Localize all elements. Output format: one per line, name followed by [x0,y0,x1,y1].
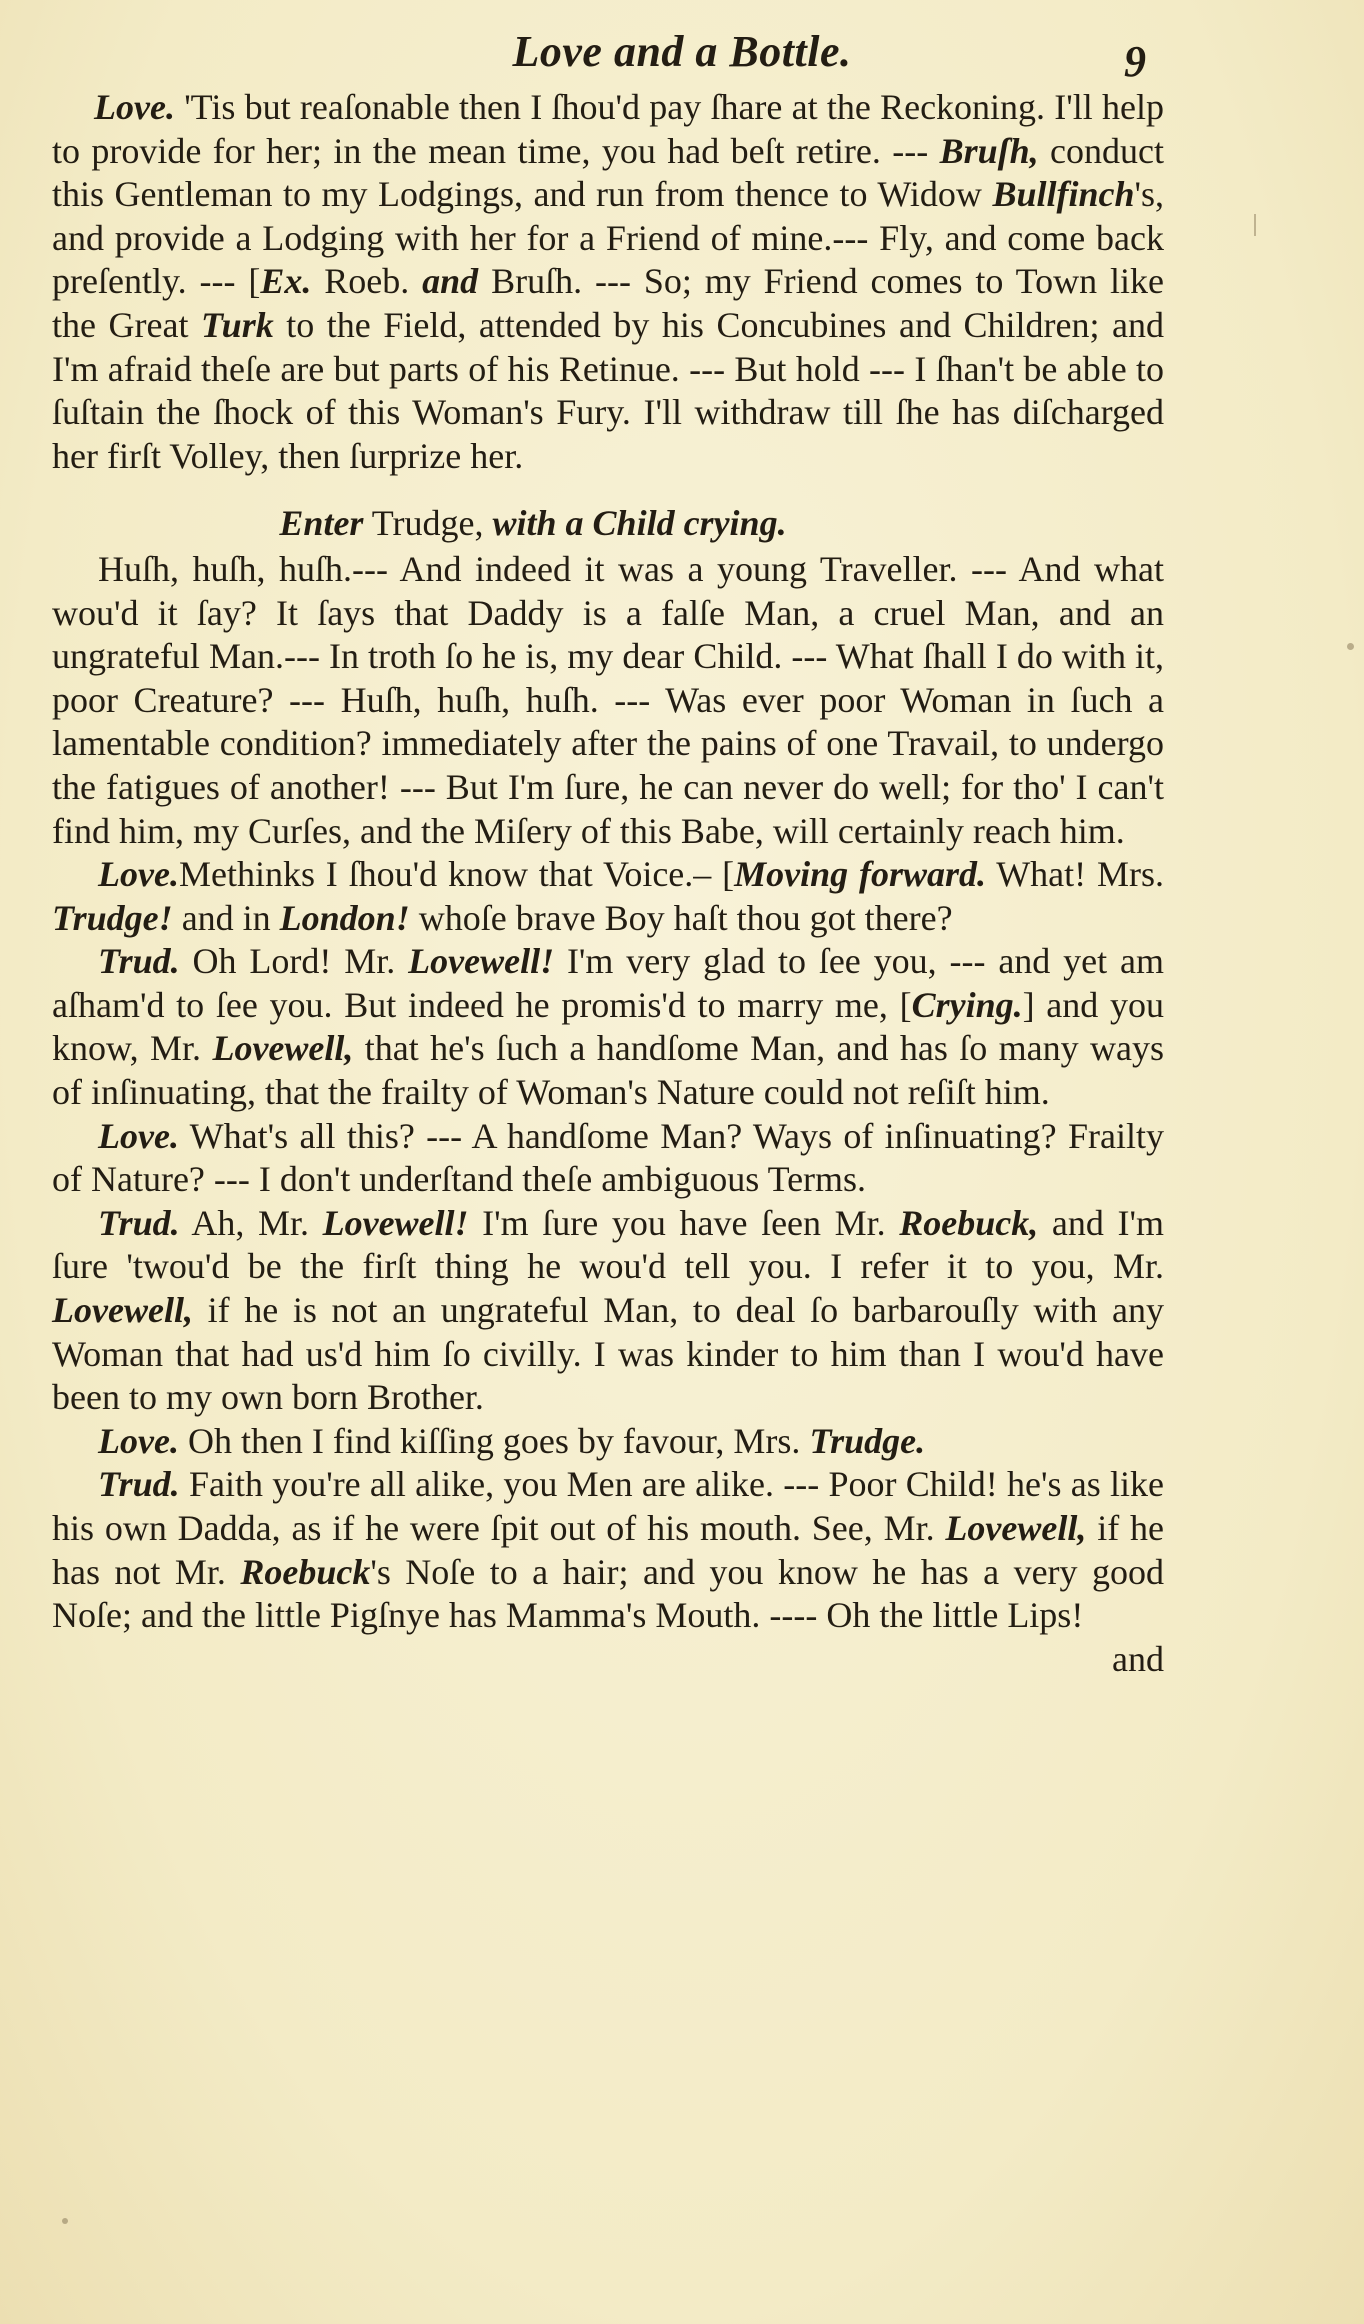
speech-text: 's Noſe to a hair; and you know he has a very good Noſe; and the little Pigſnye has Mamma's Mouth. ---- Oh the little Lips! [52,1551,1164,1636]
italic-name: Roebuck [240,1551,371,1592]
speech-lovewell-3 [52,1115,1164,1202]
paper-edge-mark [1254,214,1256,236]
speech-text: Ah, Mr. [179,1202,323,1243]
speech-text: if he is not an ungrateful Man, to deal ſo barbarouſly with any Woman that had us'd him ſo civilly. I was kinder to him than I wou'd have been to my own born Brother. [52,1290,1164,1418]
speaker-label: Love. [98,854,179,895]
speech-text: if he has not Mr. [52,1508,1164,1592]
italic-name: Lovewell, [212,1028,354,1069]
running-title: Love and a Bottle. [512,27,852,76]
speech-text: Roeb. [311,261,423,302]
stage-enter: Enter [279,503,364,544]
italic-name: Trudge! [52,897,173,938]
speech-text: Oh then I find kiſſing goes by favour, Mrs. [178,1420,810,1461]
italic-name: Lovewell! [408,941,555,982]
italic-direction: Ex. [260,261,312,302]
speech-text: Oh Lord! Mr. [179,941,409,982]
paper-speck [62,2218,68,2224]
speech-text: whoſe brave Boy haſt thou got there? [409,897,953,938]
speech-lovewell-2 [52,853,1164,940]
italic-name: Lovewell, [52,1290,193,1331]
speech-trudge-4 [52,1463,1164,1637]
italic-direction: Moving forward. [734,854,986,895]
italic-direction: Crying. [911,984,1023,1025]
character-name: Bruſh, [939,130,1039,171]
speech-trudge-3 [52,1202,1164,1420]
italic-word: and [422,261,479,302]
speech-text: that he's ſuch a handſome Man, and has ſo many ways of inſinuating, that the frailty of Woman's Nature could not reſiſt him. [52,1028,1164,1113]
speech-lovewell-4 [52,1420,1164,1464]
italic-name: Lovewell, [945,1508,1087,1548]
page-number: 9 [1124,37,1146,86]
stage-character: Trudge, [363,503,493,544]
speech-text: and in [172,897,280,938]
page-header [0,20,1364,86]
speech-text: I'm ſure you have ſeen Mr. [468,1202,900,1243]
speech-text: I'm very glad to ſee you, --- and yet am aſham'd to ſee you. But indeed he promis'd to marry me, [ [52,941,1164,1025]
speech-text: 's, and provide a Lodging with her for a Friend of mine.--- Fly, and come back preſently. --- [ [52,174,1164,302]
speech-text: What! Mrs. [986,854,1164,895]
speech-text: Methinks I ſhou'd know that Voice.– [ [178,854,735,895]
italic-name: Bullfinch [992,174,1135,215]
speaker-label: Trud. [98,1202,180,1243]
italic-name: London! [279,897,410,938]
speaker-label: Love. [98,1115,179,1156]
catchword: and [1112,1638,1164,1679]
speaker-label: Trud. [98,1464,180,1505]
italic-name: Trudge. [809,1420,926,1461]
italic-name: Lovewell! [322,1202,469,1243]
stage-rest: with a Child crying. [492,503,787,544]
speech-trudge-2 [52,940,1164,1114]
speech-text: conduct this Gentleman to my Lodgings, and run from thence to Widow [52,130,1164,215]
speech-text: What's all this? --- A handſome Man? Ways of inſinuating? Frailty of Nature? --- I don't underſtand theſe ambiguous Terms. [52,1115,1164,1200]
speech-lovewell-1 [52,86,1164,478]
speech-text: Bruſh. --- So; my Friend comes to Town like the Great [52,261,1164,345]
speaker-label: Love. [98,1420,179,1461]
speech-text: 'Tis but reaſonable then I ſhou'd pay ſhare at the Reckoning. I'll help to provide for her; in the mean time, you had beſt retire. --- [52,87,1164,171]
speaker-label: Trud. [98,941,180,982]
speech-text: to the Field, attended by his Concubines and Children; and I'm afraid theſe are but parts of his Retinue. --- But hold --- I ſhan't be able to ſuſtain the ſhock of this Woman's Fury. I'll withdraw till ſhe has diſcharged her firſt Volley, then ſurprize her. [52,304,1164,476]
speech-text: Faith you're all alike, you Men are alike. --- Poor Child! he's as like his own Dadda, as if he were ſpit out of his mouth. See, Mr. [52,1464,1164,1548]
speech-text: and I'm ſure 'twou'd be the firſt thing he wou'd tell you. I refer it to you, Mr. [52,1202,1164,1287]
body-text [52,86,1164,1681]
stage-direction [52,502,1164,546]
italic-name: Roebuck, [899,1202,1039,1243]
italic-word: Turk [201,304,274,345]
speech-text: ] and you know, Mr. [52,984,1164,1069]
paper-speck [1347,643,1354,650]
speech-trudge-1 [52,548,1164,853]
speech-text: Huſh, huſh, huſh.--- And indeed it was a young Traveller. --- And what wou'd it ſay? It ſays that Daddy is a falſe Man, a cruel Man, and an ungrateful Man.--- In troth ſo he is, my dear Child. --- What ſhall I do with it, poor Creature? --- Huſh, huſh, huſh. --- Was ever poor Woman in ſuch a lamentable condition? immediately after the pains of one Travail, to undergo the fatigues of another! --- But I'm ſure, he can never do well; for tho' I can't find him, my Curſes, and the Miſery of this Babe, will certainly reach him. [52,548,1164,851]
speaker-label: Love. [94,87,175,127]
